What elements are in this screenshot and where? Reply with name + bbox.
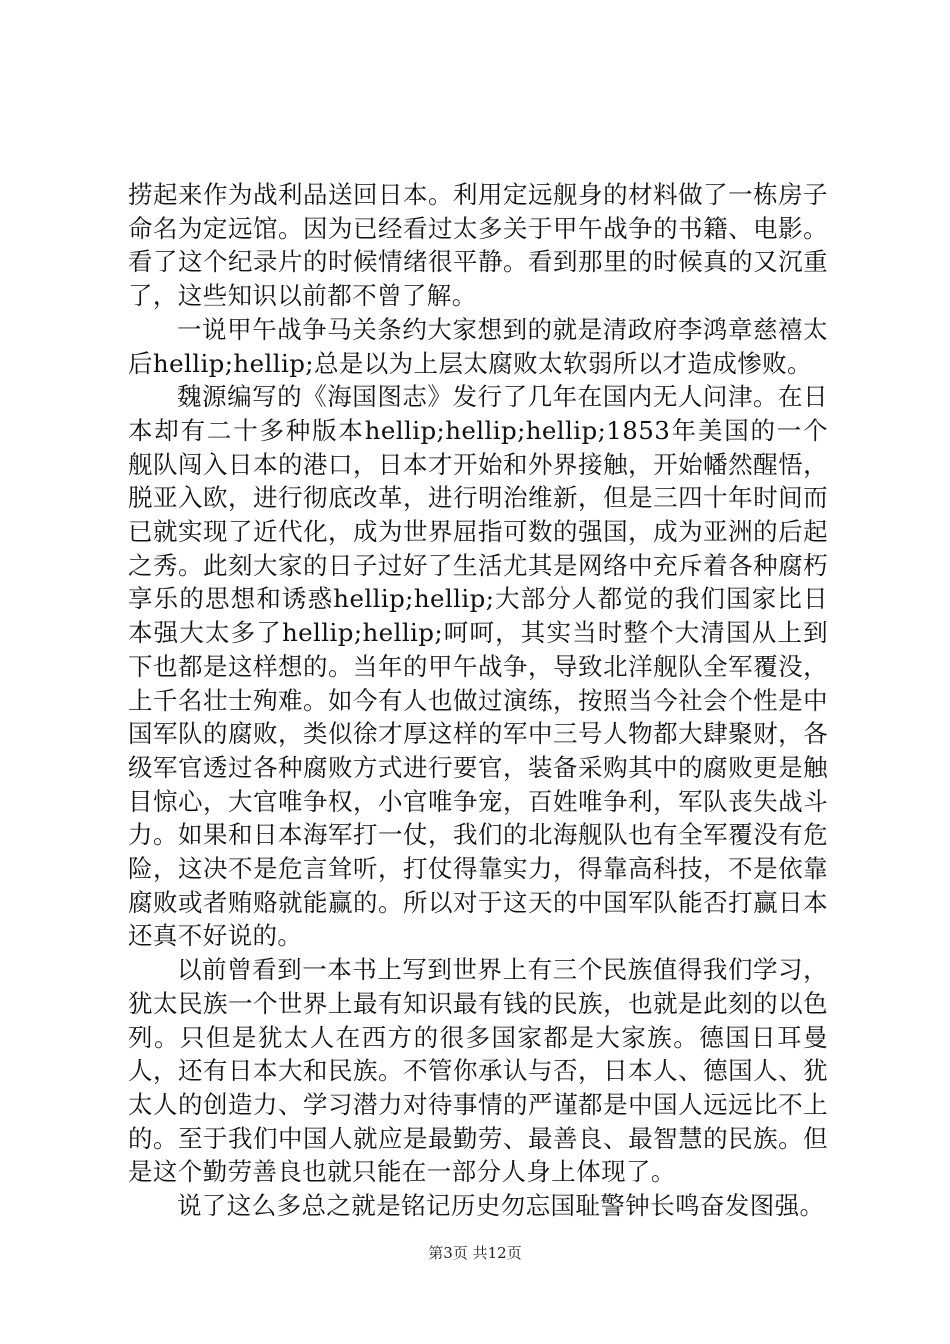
paragraph-conclusion: 说了这么多总之就是铭记历史勿忘国耻警钟长鸣奋发图强。 (177, 1191, 825, 1221)
document-body (128, 178, 828, 1223)
paragraph-treaty: 一说甲午战争马关条约大家想到的就是清政府李鸿章慈禧太后hellip;hellip;总是以为上层太腐败太软弱所以才造成惨败。 (128, 314, 828, 378)
page-number-footer: 第3页 共12页 (428, 1244, 522, 1262)
paragraph-haiguo-tuzhi: 魏源编写的《海国图志》发行了几年在国内无人问津。在日本却有二十多种版本hellip;hellip;hellip;1853年美国的一个舰队闯入日本的港口，日本才开始和外界接触，开始幡然醒悟，脱亚入欧，进行彻底改革，进行明治维新，但是三四十年时间而已就实现了近代化，成为世界屈指可数的强国，成为亚洲的后起之秀。此刻大家的日子过好了生活尤其是网络中充斥着各种腐朽享乐的思想和诱惑hellip;hellip;大部分人都觉的我们国家比日本强大太多了hellip;hellip;呵呵，其实当时整个大清国从上到下也都是这样想的。当年的甲午战争，导致北洋舰队全军覆没，上千名壮士殉难。如今有人也做过演练，按照当今社会个性是中国军队的腐败，类似徐才厚这样的军中三号人物都大肆聚财，各级军官透过各种腐败方式进行要官，装备采购其中的腐败更是触目惊心，大官唯争权，小官唯争宠，百姓唯争利，军队丧失战斗力。如果和日本海军打一仗，我们的北海舰队也有全军覆没有危险，这决不是危言耸听，打仗得靠实力，得靠高科技，不是依靠腐败或者贿赂就能赢的。所以对于这天的中国军队能否打赢日本还真不好说的。 (128, 382, 828, 951)
paragraph-continuation: 捞起来作为战利品送回日本。利用定远舰身的材料做了一栋房子命名为定远馆。因为已经看过太多关于甲午战争的书籍、电影。看了这个纪录片的时候情绪很平静。看到那里的时候真的又沉重了，这些知识以前都不曾了解。 (128, 180, 828, 311)
paragraph-three-nations: 以前曾看到一本书上写到世界上有三个民族值得我们学习，犹太民族一个世界上最有知识最有钱的民族，也就是此刻的以色列。只但是犹太人在西方的很多国家都是大家族。德国日耳曼人，还有日本大和民族。不管你承认与否，日本人、德国人、犹太人的创造力、学习潜力对待事情的严谨都是中国人远远比不上的。至于我们中国人就应是最勤劳、最善良、最智慧的民族。但是这个勤劳善良也就只能在一部分人身上体现了。 (128, 955, 828, 1187)
